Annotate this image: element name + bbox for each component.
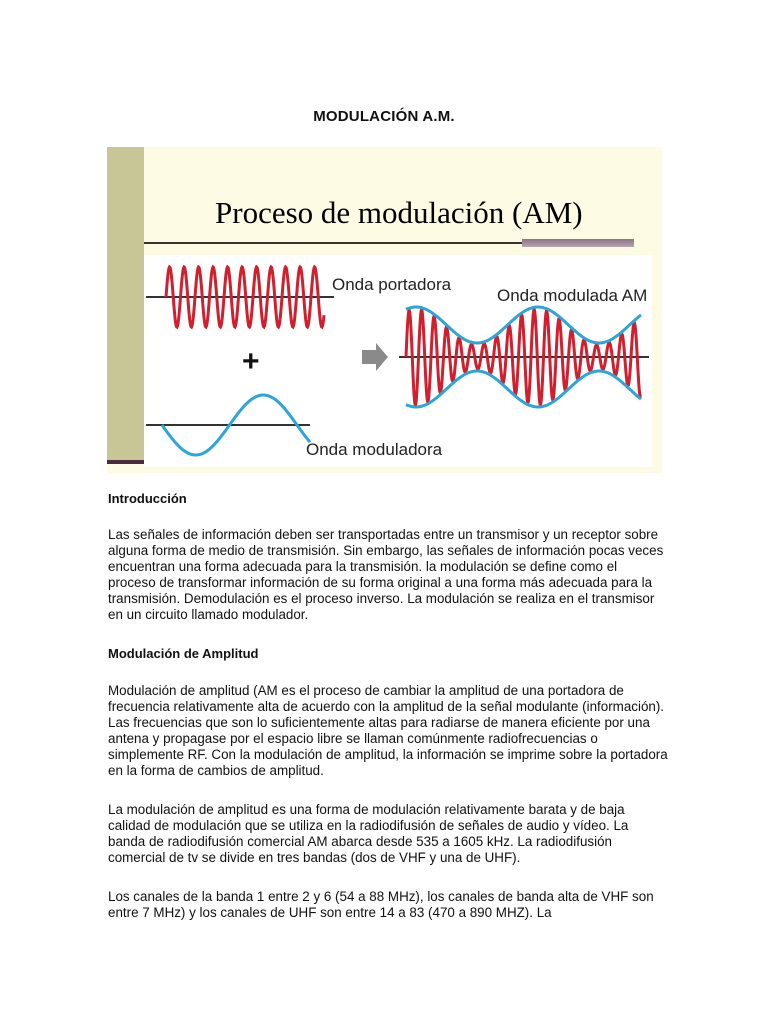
- section-heading-modulacion-amplitud: Modulación de Amplitud: [108, 646, 259, 661]
- section-heading-introduccion: Introducción: [108, 491, 187, 506]
- carrier-label: Onda portadora: [332, 275, 452, 294]
- slide-side-bar: [107, 147, 144, 463]
- paragraph: Las señales de información deben ser transportadas entre un transmisor y un receptor sobre alguna forma de medio de transmisión. Sin embargo, las señales de información pocas veces encuentran una forma adecuada para la transmisión. la modulación se define como el proceso de transformar información de su forma original a una forma más adecuada para la transmisión. Demodulación es el proceso inverso. La modulación se realiza en el transmisor en un circuito llamado modulador.: [108, 527, 664, 623]
- plus-symbol: +: [242, 345, 260, 378]
- modulating-label: Onda moduladora: [306, 440, 443, 459]
- paragraph: Los canales de la banda 1 entre 2 y 6 (54 a 88 MHz), los canales de banda alta de VHF son entre 7 MHz) y los canales de UHF son entre 14 a 83 (470 a 890 MHZ). La: [108, 889, 654, 921]
- right-arrow-icon: [362, 343, 388, 371]
- modulated-label: Onda modulada AM: [497, 286, 648, 305]
- paragraph: Modulación de amplitud (AM es el proceso de cambiar la amplitud de una portadora de frecuencia relativamente alta de acuerdo con la amplitud de la señal modulante (información). Las frecuencias que son lo suficientemente altas para radiarse de manera eficiente por una antena y propagase por el espacio libre se llaman comúnmente radiofrecuencias o simplemente RF. Con la modulación de amplitud, la información se imprime sobre la portadora en la forma de cambios de amplitud.: [108, 683, 668, 779]
- slide-side-bar-base: [107, 460, 147, 464]
- document-title: MODULACIÓN A.M.: [313, 108, 455, 125]
- am-modulation-figure: [107, 147, 662, 473]
- paragraph: La modulación de amplitud es una forma de modulación relativamente barata y de baja calidad de modulación que se utiliza en la radiodifusión de señales de audio y vídeo. La banda de radiodifusión comercial AM abarca desde 535 a 1605 kHz. La radiodifusión comercial de tv se divide en tres bandas (dos de VHF y una de UHF).: [108, 802, 629, 866]
- slide-rule-accent: [522, 239, 634, 247]
- wave-diagram-panel: [144, 255, 652, 467]
- slide-title: Proceso de modulación (AM): [215, 195, 583, 230]
